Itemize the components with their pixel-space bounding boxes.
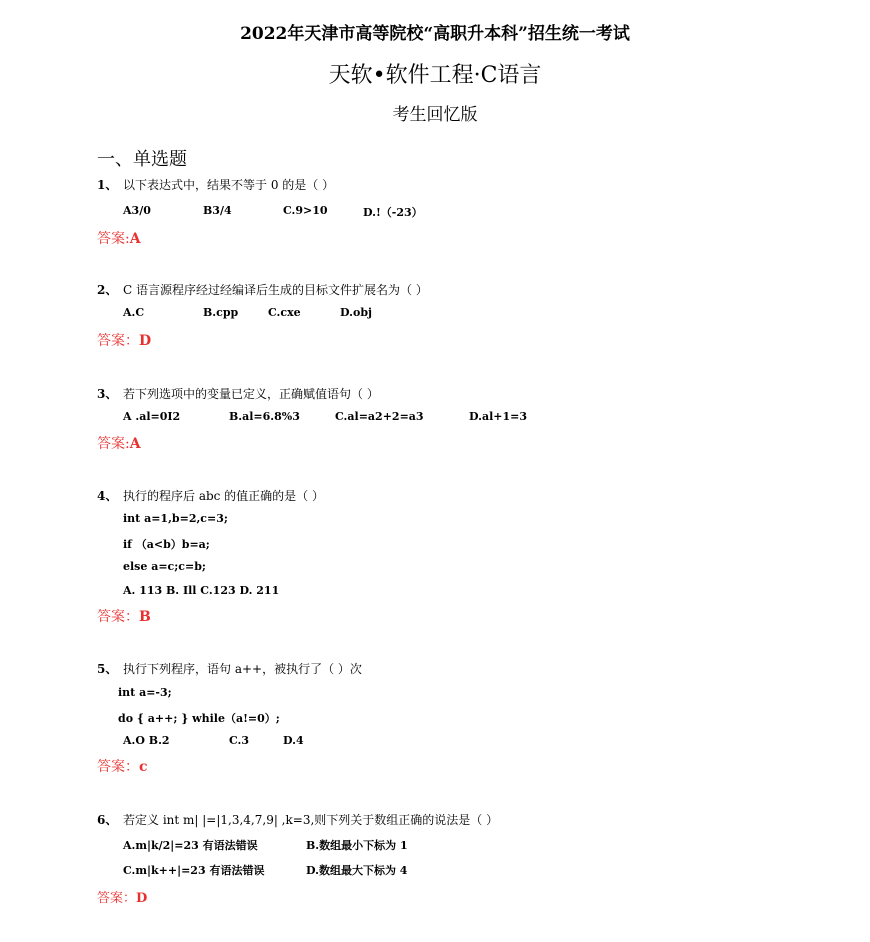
question-6-option-c: C.m|k++|=23 有语法错误	[123, 864, 265, 877]
answer-label: 答案:	[97, 436, 130, 452]
question-6-option-a: A.m|k/2|=23 有语法错误	[123, 839, 258, 852]
question-5-text: 执行下列程序，语句 a++，被执行了（ ）次	[123, 662, 362, 676]
question-2-answer	[97, 330, 151, 350]
question-2-number: 2、	[97, 283, 118, 297]
answer-value: D	[139, 333, 152, 349]
question-4-options: A. 113 B. Ill C.123 D. 211	[123, 584, 280, 597]
question-3-number: 3、	[97, 387, 118, 401]
question-2-text: C 语言源程序经过经编译后生成的目标文件扩展名为（ ）	[123, 283, 428, 297]
question-6-number: 6、	[97, 813, 118, 827]
question-4-number: 4、	[97, 489, 118, 503]
question-3-option-c: C.al=a2+2=a3	[335, 410, 424, 423]
question-4-answer	[97, 606, 151, 626]
question-2-option-a: A.C	[123, 306, 145, 319]
question-4-text: 执行的程序后 abc 的值正确的是（ ）	[123, 489, 325, 503]
question-2-option-b: B.cpp	[203, 306, 239, 319]
question-6-text: 若定义 int m| |=|1,3,4,7,9| ,k=3,则下列关于数组正确的说法是（ ）	[123, 813, 499, 827]
question-3-answer	[97, 433, 141, 453]
answer-value: B	[139, 609, 151, 625]
question-4-code-line-1: int a=1,b=2,c=3;	[123, 512, 228, 525]
question-5-option-d: D.4	[283, 734, 304, 747]
section-title: 一、单选题	[97, 149, 187, 170]
question-5-option-ab: A.O B.2	[123, 734, 170, 747]
question-4-code-line-2: if （a<b）b=a;	[123, 538, 210, 551]
edition-label: 考生回忆版	[392, 105, 478, 125]
question-4-code-line-3: else a=c;c=b;	[123, 560, 206, 573]
question-6-option-b: B.数组最小下标为 1	[306, 839, 408, 852]
question-2-option-c: C.cxe	[268, 306, 301, 319]
question-5-code-line-2: do { a++; } while（a!=0）;	[118, 712, 280, 725]
answer-value: A	[129, 231, 141, 247]
exam-title: 2022年天津市高等院校“高职升本科”招生统一考试	[240, 24, 630, 44]
course-subtitle: 天软•软件工程·C语言	[328, 63, 542, 88]
answer-label: 答案:	[97, 231, 130, 247]
answer-label: 答案：	[97, 891, 137, 906]
question-1-option-c: C.9>10	[283, 204, 328, 217]
question-1-answer	[97, 228, 141, 248]
question-3-option-b: B.al=6.8%3	[229, 410, 300, 423]
question-6-answer	[97, 887, 147, 906]
answer-label: 答案：	[97, 759, 139, 775]
question-5-code-line-1: int a=-3;	[118, 686, 172, 699]
question-1-option-a: A3/0	[123, 204, 151, 217]
question-1-option-b: B3/4	[203, 204, 232, 217]
question-3-option-a: A .al=0I2	[123, 410, 181, 423]
answer-label: 答案：	[97, 609, 139, 625]
answer-label: 答案：	[97, 333, 139, 349]
question-6-option-d: D.数组最大下标为 4	[306, 864, 408, 877]
question-1-text: 以下表达式中，结果不等于 0 的是（ ）	[123, 178, 335, 192]
question-5-number: 5、	[97, 662, 118, 676]
question-1-option-d: D.!（-23）	[363, 206, 423, 219]
question-3-option-d: D.al+1=3	[469, 410, 528, 423]
question-3-text: 若下列选项中的变量已定义，正确赋值语句（ ）	[123, 387, 379, 401]
answer-value: A	[129, 436, 141, 452]
answer-value: D	[136, 891, 148, 906]
question-5-answer	[97, 756, 148, 776]
question-2-option-d: D.obj	[340, 306, 372, 319]
question-1-number: 1、	[97, 178, 118, 192]
question-5-option-c: C.3	[229, 734, 250, 747]
answer-value: c	[139, 759, 148, 775]
